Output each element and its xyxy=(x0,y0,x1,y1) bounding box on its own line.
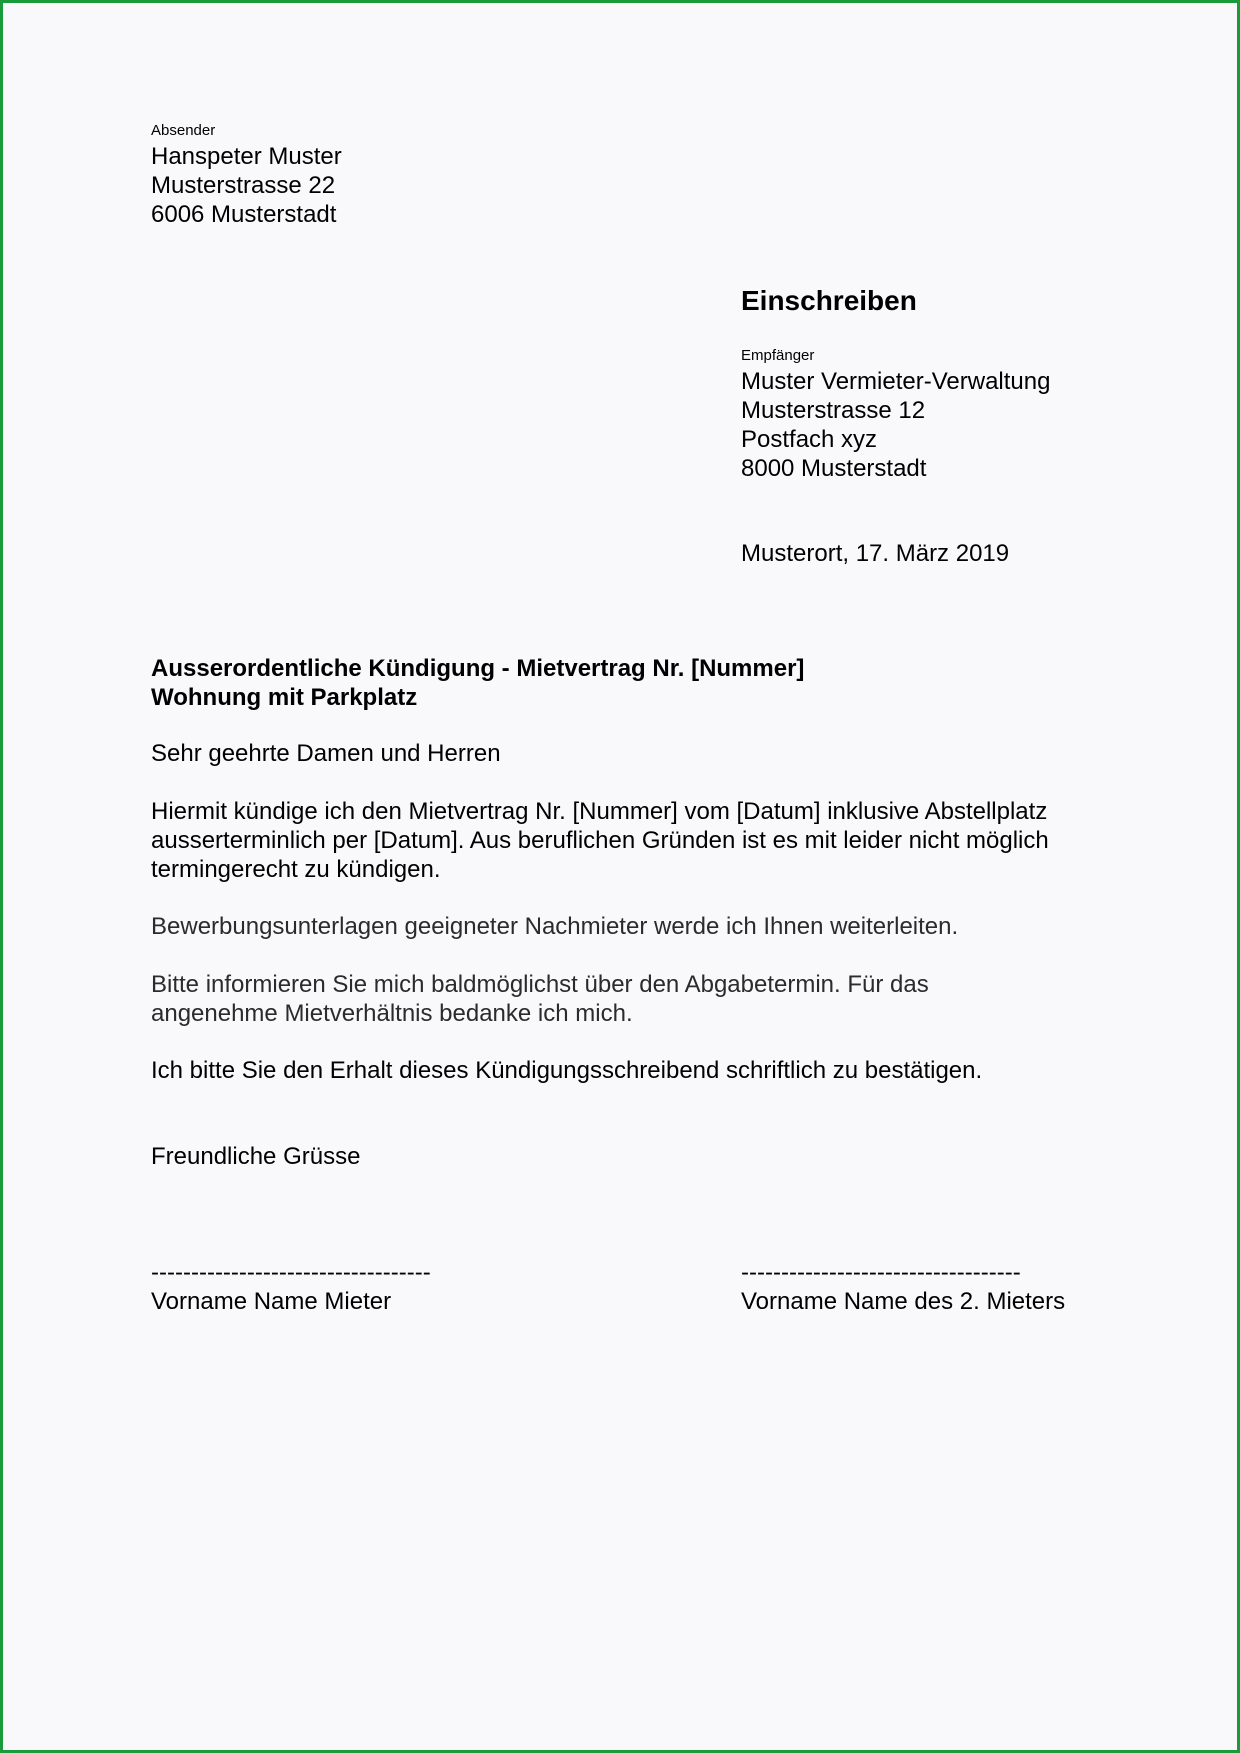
paragraph-2 xyxy=(151,912,958,941)
recipient-block xyxy=(741,347,1050,483)
sender-name: Hanspeter Muster xyxy=(151,143,342,170)
sender-label: Absender xyxy=(151,122,216,139)
paragraph-3-line-2: angenehme Mietverhältnis bedanke ich mich. xyxy=(151,1000,633,1027)
paragraph-4-line-1: Ich bitte Sie den Erhalt dieses Kündigungsschreibend schriftlich zu bestätigen. xyxy=(151,1057,983,1084)
paragraph-4 xyxy=(151,1056,982,1085)
paragraph-2-line-1: Bewerbungsunterlagen geeigneter Nachmieter werde ich Ihnen weiterleiten. xyxy=(151,913,959,940)
signature-right xyxy=(741,1258,1065,1316)
recipient-label: Empfänger xyxy=(741,347,815,364)
sender-block xyxy=(151,122,342,229)
recipient-po-box: Postfach xyz xyxy=(741,426,878,453)
sender-city: 6006 Musterstadt xyxy=(151,201,337,228)
paragraph-3-line-1: Bitte informieren Sie mich baldmöglichst über den Abgabetermin. Für das xyxy=(151,971,929,998)
paragraph-1-line-3: termingerecht zu kündigen. xyxy=(151,856,441,883)
paragraph-1-line-1: Hiermit kündige ich den Mietvertrag Nr. [Nummer] vom [Datum] inklusive Abstellplatz xyxy=(151,798,1048,825)
place-date: Musterort, 17. März 2019 xyxy=(741,540,1010,567)
sender-street: Musterstrasse 22 xyxy=(151,172,336,199)
paragraph-1-line-2: ausserterminlich per [Datum]. Aus beruflichen Gründen ist es mit leider nicht möglich xyxy=(151,827,1049,854)
salutation: Sehr geehrte Damen und Herren xyxy=(151,740,501,767)
closing: Freundliche Grüsse xyxy=(151,1143,361,1170)
subject xyxy=(151,654,804,712)
mail-type: Einschreiben xyxy=(741,285,917,316)
recipient-city: 8000 Musterstadt xyxy=(741,455,927,482)
signature-right-name: Vorname Name des 2. Mieters xyxy=(741,1288,1066,1315)
signature-right-line: ----------------------------------- xyxy=(741,1259,1021,1286)
recipient-street: Musterstrasse 12 xyxy=(741,397,926,424)
subject-line-1: Ausserordentliche Kündigung - Mietvertrag Nr. [Nummer] xyxy=(151,655,805,682)
paragraph-1 xyxy=(151,797,1049,884)
signature-left-line: ----------------------------------- xyxy=(151,1259,431,1286)
paragraph-3 xyxy=(151,970,929,1028)
recipient-name: Muster Vermieter-Verwaltung xyxy=(741,368,1051,395)
subject-line-2: Wohnung mit Parkplatz xyxy=(151,684,418,711)
signature-left xyxy=(151,1258,431,1316)
signature-left-name: Vorname Name Mieter xyxy=(151,1288,392,1315)
